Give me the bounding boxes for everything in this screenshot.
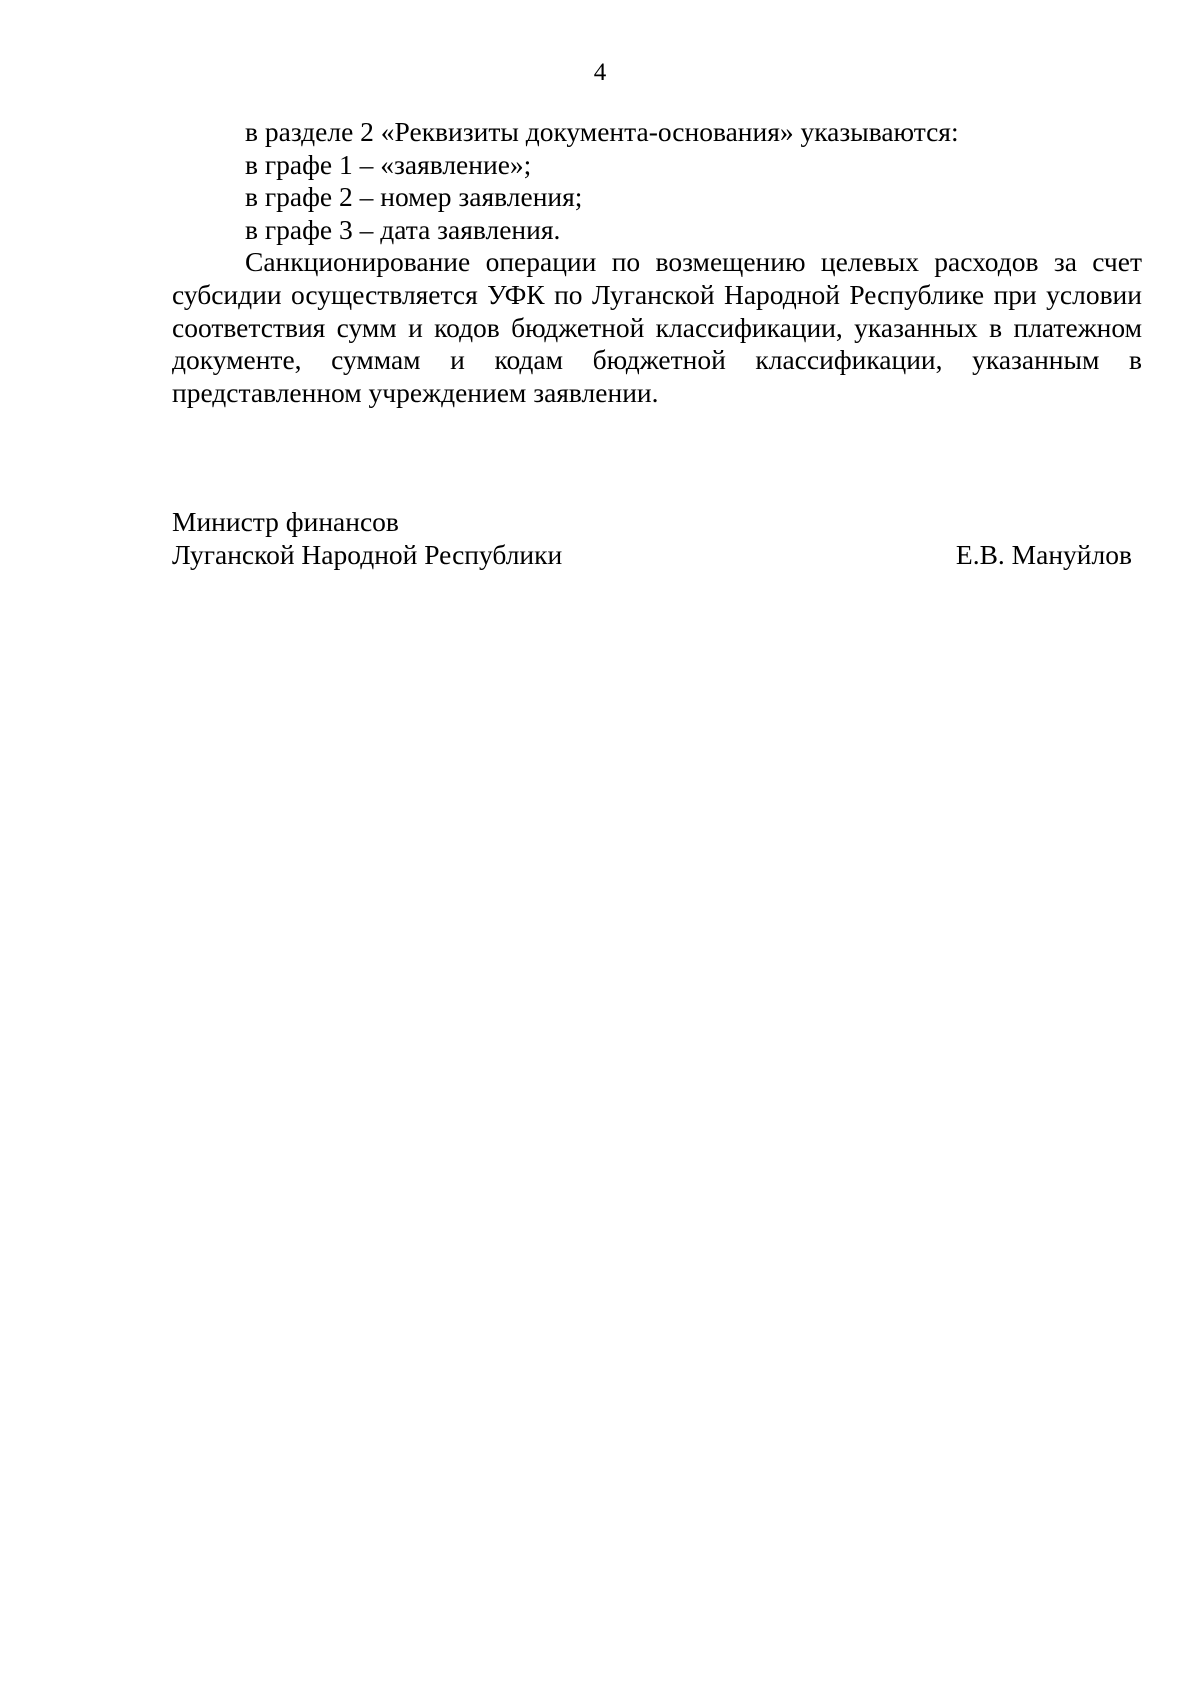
signature-row-1: [172, 506, 1132, 539]
text-line-column-1: в графе 1 – «заявление»;: [245, 148, 532, 180]
page-number: 4: [593, 59, 607, 86]
text-line-column-2: в графе 2 – номер заявления;: [245, 181, 583, 213]
text-line-section-2: в разделе 2 «Реквизиты документа-основания» указываются:: [245, 116, 959, 147]
signatory-position-line-1: Министр финансов: [172, 506, 399, 537]
signatory-position-line-2: Луганской Народной Республики: [172, 538, 563, 570]
text-line-column-3: в графе 3 – дата заявления.: [245, 213, 561, 245]
document-body: [172, 116, 1142, 409]
sanction-paragraph: Санкционирование операции по возмещению целевых расходов за счет субсидии осуществляется УФК по Луганской Народной Республике при условии соответствия сумм и кодов бюджетной классификации, указанных в платежном документе, суммам и кодам бюджетной классификации, указанным в представленном учреждением заявлении.: [172, 246, 1142, 408]
signature-row-2: [172, 539, 1132, 572]
signature-block: [172, 506, 1132, 571]
signatory-name: Е.В. Мануйлов: [955, 538, 1132, 570]
